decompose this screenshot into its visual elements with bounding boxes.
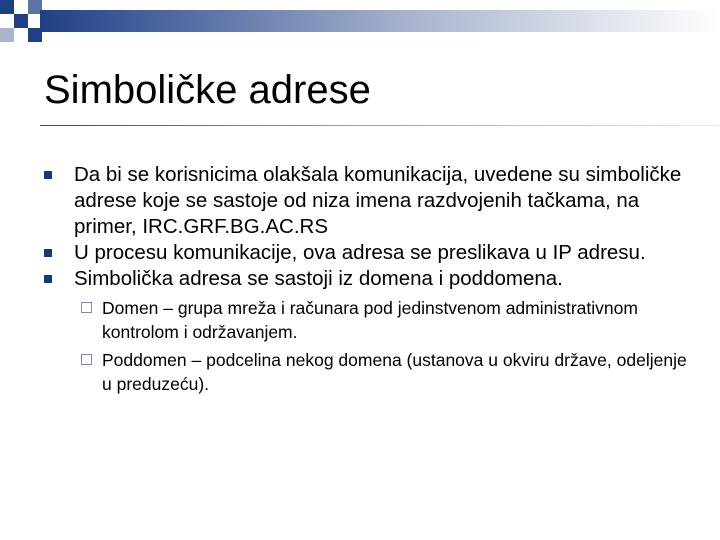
bullet-text: U procesu komunikacije, ova adresa se preslikava u IP adresu. — [74, 241, 646, 264]
square-bullet-icon — [44, 171, 52, 179]
bullet-list — [44, 162, 694, 400]
checkbox-bullet-icon — [81, 302, 92, 313]
sub-bullet-text: Poddomen – podcelina nekog domena (ustanova u okviru države, odeljenje u preduzeću). — [102, 350, 687, 394]
sub-bullet-list — [74, 296, 694, 396]
title-divider — [40, 125, 720, 126]
square-bullet-icon — [44, 249, 52, 257]
sub-bullet-item — [74, 348, 694, 396]
bullet-text: Da bi se korisnicima olakšala komunikacija, uvedene su simboličke adrese koje se sastoje od niza imena razdvojenih tačkama, na primer, IRC.GRF.BG.AC.RS — [74, 163, 682, 238]
checkbox-bullet-icon — [81, 354, 92, 365]
bullet-text: Simbolička adresa se sastoji iz domena i poddomena. — [74, 267, 563, 290]
bullet-item — [44, 162, 694, 240]
decorative-header-bar — [40, 10, 720, 32]
square-bullet-icon — [44, 275, 52, 283]
sub-bullet-text: Domen – grupa mreža i računara pod jedinstvenom administrativnom kontrolom i održavanjem. — [102, 298, 638, 342]
slide-title: Simboličke adrese — [44, 68, 371, 112]
bullet-item — [44, 240, 694, 266]
sub-bullet-item — [74, 296, 694, 344]
bullet-item — [44, 266, 694, 396]
